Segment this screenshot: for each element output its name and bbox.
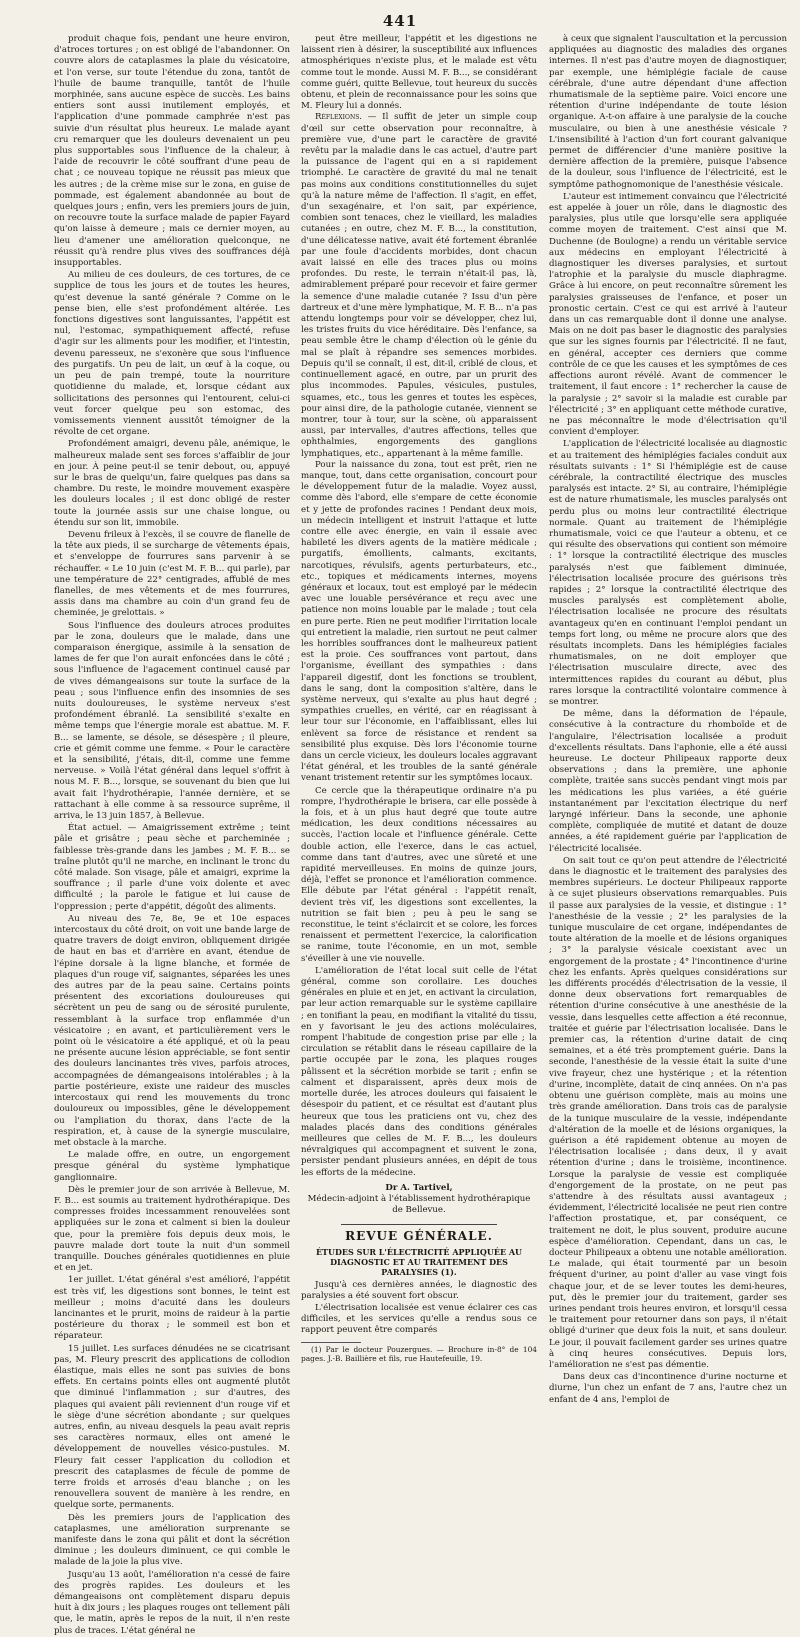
paragraph: État actuel. — Amaigrissement extrême ; teint pâle et grisâtre ; peau sèche et parcheminée ; faiblesse très-grande dans les jambes ; M. F. B... se traîne plutôt qu'il ne marche, en inclinant le tronc du côté malade. Son visage, pâle et amaigri, exprime la souffrance ; il parle d'une voix dolente et avec difficulté ; la parole le fatigue et lui cause de l'oppression ; perte d'appétit, dégoût des aliments.: [54, 823, 290, 912]
paragraph: Devenu frileux à l'excès, il se couvre de flanelle de la tête aux pieds, il se surcharge de vêtements épais, et s'enveloppe de fourrures sans parvenir à se réchauffer. « Le 10 juin (c'est M. F. B... qui parle), par une température de 22° centigrades, affublé de mes flanelles, de mes vêtements et de mes fourrures, assis dans ma chambre au coin d'un grand feu de cheminée, je grelottais. »: [54, 529, 290, 619]
paragraph: produit chaque fois, pendant une heure environ, d'atroces tortures ; on est obligé de l'abandonner. On couvre alors de cataplasmes la plaie du vésicatoire, et l'on verse, sur toute l'étendue du zona, tantôt de l'huile de baume tranquille, tantôt de l'huile morphinée, sans aucune espèce de succès. Les bains entiers sont aussi inutilement employés, et l'application d'une pommade camphrée n'est pas suivie d'un résultat plus heureux. Le malade ayant cru remarquer que les douleurs devenaient un peu plus supportables sous l'influence de la chaleur, à l'aide de recouvrir le côté souffrant d'une peau de chat ; ce nouveau topique ne réussit pas mieux que les autres ; de la crème mise sur le zona, en guise de pommade, est également abandonnée au bout de quelques jours ; enfin, vers les premiers jours de juin, on recouvre toute la surface malade de papier Fayard qu'on laisse à demeure ; mais ce dernier moyen, au lieu d'amener une amélioration quelconque, ne réussit qu'à rendre plus vives des souffrances déjà insupportables.: [54, 34, 290, 269]
reflexions-continuation: [301, 460, 537, 1179]
paragraph: On sait tout ce qu'on peut attendre de l'électricité dans le diagnostic et le traitement des paralysies des membres supérieurs. Le docteur Philipeaux rapporte à ce sujet plusieurs observations remarquables. Puis il passe aux paralysies de la vessie, et distingue : 1° l'anesthésie de la vessie ; 2° les paralysies de la tunique musculaire de cet organe, indépendantes de toute altération de la moelle et de lésions organiques ; 3° la paralysie vésicale coexistant avec un engorgement de la prostate ; 4° l'incontinence d'urine chez les enfants. Après quelques considérations sur les différents procédés d'électrisation de la vessie, il donne deux observations fort remarquables de rétention d'urine consécutive à une anesthésie de la vessie, dans lesquelles cette affection a été reconnue, traitée et guérie par l'électrisation localisée. Dans le premier cas, la rétention d'urine datait de cinq semaines, et a été très promptement guérie. Dans la seconde, l'anesthésie de la vessie était la suite d'une vive frayeur, chez une hystérique ; et la rétention d'urine, incomplète, datait de cinq années. On n'a pas obtenu une guérison complète, mais au moins une très grande amélioration. Dans trois cas de paralysie de la tunique musculaire de la vessie, indépendante d'altération de la moelle et de lésions organiques, la guérison a été rapidement obtenue au moyen de l'électrisation localisée ; dans deux, il y avait rétention d'urine ; dans le troisième, incontinence. Lorsque la paralysie de vessie est compliquée d'engorgement de la prostate, on ne peut pas s'attendre à des résultats aussi avantageux ; évidemment, l'électricité localisée ne peut rien contre l'affection prostatique, et, par conséquent, ce traitement ne doit, le plus souvent, produire aucune espèce d'amélioration. Cependant, dans un cas, le docteur Philipeaux a obtenu une notable amélioration. Le malade, qui était tourmenté par un besoin fréquent d'uriner, au point d'aller au vase vingt fois chaque jour, et de se lever toutes les demi-heures, put, dès le premier jour du traitement, garder ses urines pendant trois heures environ, et lorsqu'il cessa le traitement pour retourner dans son pays, il n'était obligé d'uriner que deux fois la nuit, et sans douleur. Le jour, il pouvait facilement garder ses urines quatre à cinq heures consécutives. Depuis lors, l'amélioration ne s'est pas démentie.: [549, 855, 787, 1370]
paragraph: peut être meilleur, l'appétit et les digestions ne laissent rien à désirer, la susceptibilité aux influences atmosphériques n'existe plus, et le malade est vêtu comme tout le monde. Aussi M. F. B..., se considérant comme guéri, quitte Bellevue, tout heureux du succès obtenu, et plein de reconnaissance pour les soins que M. Fleury lui a donnés.: [301, 34, 537, 112]
paragraph: Le malade offre, en outre, un engorgement presque général du système lymphatique ganglionnaire.: [54, 1150, 290, 1183]
reflexions-label: Réflexions.: [315, 112, 363, 123]
observation-conclusion: [301, 34, 537, 112]
paragraph: L'application de l'électricité localisée au diagnostic et au traitement des hémiplégies faciales conduit aux résultats suivants : 1° Si l'hémiplégie est de cause cérébrale, la contractilité électrique des muscles paralysés est intacte. 2° Si, au contraire, l'hémiplégie est de nature rhumatismale, les muscles paralysés ont perdu plus ou moins leur contractilité électrique normale. Quant au traitement de l'hémiplégie rhumatismale, voici ce que l'auteur a obtenu, et ce qui résulte des observations qui contient son mémoire : 1° lorsque la contractilité électrique des muscles paralysés n'est que faiblement diminuée, l'électrisation localisée procure des guérisons très rapides ; 2° lorsque la contractilité électrique des muscles paralysés est complètement abolie, l'électrisation localisée ne procure des résultats avantageux qu'en en continuant l'emploi pendant un temps fort long, ou même ne procure alors que des résultats incomplets. Dans les hémiplégies faciales rhumatismales, on ne doit employer que l'électrisation musculaire directe, avec des intermittences rapides du courant au début, plus rares lorsque la contractilité volontaire commence à se montrer.: [549, 439, 787, 707]
paragraph: Sous l'influence des douleurs atroces produites par le zona, douleurs que le malade, dans une comparaison énergique, assimile à la sensation de lames de fer que l'on aurait enfoncées dans le côté ; sous l'influence de l'agacement continuel causé par de vives démangeaisons sur toute la surface de la peau ; sous l'influence enfin des insomnies de ses nuits douloureuses, le système nerveux s'est profondément ébranlé. La sensibilité s'exalte en même temps que l'énergie morale est abattue. M. F. B... se lamente, se désole, se désespère ; il pleure, crie et gémit comme une femme. « Pour le caractère et la sensibilité, j'étais, dit-il, comme une femme nerveuse. » Voilà l'état général dans lequel s'offrit à nous M. F. B..., lorsque, se souvenant du bien que lui avait fait l'hydrothérapie, l'année dernière, et se rattachant à elle comme à sa ressource suprême, il arriva, le 13 juin 1857, à Bellevue.: [54, 620, 290, 822]
reflexions-paragraph: [301, 112, 537, 459]
author-signature: [301, 1183, 537, 1217]
paragraph: L'auteur est intimement convaincu que l'électricité est appelée à jouer un rôle, dans le diagnostic des paralysies, plus utile que lorsqu'elle sera appliquée comme moyen de traitement. C'est ainsi que M. Duchenne (de Boulogne) a rendu un véritable service aux médecins en employant l'électricité à diagnostiquer les diverses paralysies, et surtout l'atrophie et la paralysie du muscle diaphragme. Grâce à lui encore, on peut reconnaître sûrement les paralysies graisseuses de l'enfance, et poser un pronostic certain. C'est ce qui est arrivé à l'auteur dans un cas remarquable dont il donne une analyse. Mais on ne doit pas baser le diagnostic des paralysies que sur les signes fournis par l'électricité. Il ne faut, en général, accepter ces derniers que comme contrôle de ce que les causes et les symptômes de ces affections auront révélé. Avant de commencer le traitement, il faut encore : 1° rechercher la cause de la paralysie ; 2° savoir si la maladie est curable par l'électricité ; 3° en appliquant cette méthode curative, ne pas méconnaître le mode d'électrisation qu'il convient d'employer.: [549, 191, 787, 438]
paragraph: à ceux que signalent l'auscultation et la percussion appliquées au diagnostic des maladies des organes internes. Il n'est pas d'autre moyen de diagnostiquer, par exemple, une hémiplégie faciale de cause cérébrale, d'une autre dépendant d'une affection rhumatismale de la septième paire. Voici encore une rétention d'urine indépendante de toute lésion organique. A-t-on affaire à une paralysie de la couche musculaire, ou bien à une anesthésie vésicale ? L'insensibilité à l'action d'un fort courant galvanique permet de différencier d'une manière positive la dernière affection de la première, puisque l'absence de la douleur, sous l'influence de l'électricité, est le symptôme pathognomonique de l'anesthésie vésicale.: [549, 34, 787, 190]
page-number: 441: [382, 12, 418, 30]
left-column: [54, 34, 290, 1636]
footnote-divider: [301, 1342, 361, 1343]
paragraph: Jusqu'à ces dernières années, le diagnostic des paralysies a été souvent fort obscur.: [301, 1279, 537, 1301]
paragraph: De même, dans la déformation de l'épaule, consécutive à la contracture du rhomboïde et de l'angulaire, l'électrisation localisée a produit d'excellents résultats. Dans l'aphonie, elle a été aussi heureuse. Le docteur Philipeaux rapporte deux observations ; dans la première, une aphonie complète, traitée sans succès pendant vingt mois par les médications les plus variées, a été guérie instantanément par l'excitation électrique du nerf laryngé inférieur. Dans la seconde, une aphonie complète, compliquée de mutité et datant de douze années, a été rapidement guérie par l'application de l'électricité localisée.: [549, 709, 787, 854]
reflexions-text: — Il suffit de jeter un simple coup d'œil sur cette observation pour reconnaître, à première vue, d'une part le caractère de gravité revêtu par la maladie dans le cas actuel, d'autre part la puissance de l'agent qui en a si rapidement triomphé. Le caractère de gravité du mal ne tenait pas moins aux conditions constitutionnelles du sujet qu'à la nature même de l'affection. Il s'agit, en effet, d'un sexagénaire, et l'on sait, par expérience, combien sont tenaces, chez le vieillard, les maladies cutanées ; en outre, chez M. F. B..., la constitution, d'une délicatesse native, avait été fortement ébranlée par une foule d'accidents morbides, dont chacun avait laissé en elle des traces plus ou moins profondes. Du reste, le terrain n'était-il pas, là, admirablement préparé pour recevoir et faire germer la semence d'une maladie cutanée ? Issu d'un père dartreux et d'une mère lymphatique, M. F. B... n'a pas attendu longtemps pour voir se développer, chez lui, les tristes fruits du vice héréditaire. Dès l'enfance, sa peau semble être le champ d'élection où le génie du mal se plaît à répandre ses semences morbides. Depuis qu'il se connaît, il est, dit-il, criblé de clous, et continuellement agacé, en outre, par un prurit des plus incommodes. Papules, vésicules, pustules, squames, etc., tous les genres et toutes les espèces, pour ainsi dire, de la pathologie cutanée, viennent se montrer, tour à tour, sur la scène, où apparaissent aussi, par intervalles, d'autres affections, telles que ophthalmies, engorgements des ganglions lymphatiques, etc., appartenant à la même famille.: [301, 112, 537, 459]
article-title: ÉTUDES SUR L'ÉLECTRICITÉ APPLIQUÉE AU DIAGNOSTIC ET AU TRAITEMENT DES PARALYSIES (1).: [315, 1246, 523, 1277]
paragraph: Jusqu'au 13 août, l'amélioration n'a cessé de faire des progrès rapides. Les douleurs et les démangeaisons ont complètement disparu depuis huit à dix jours ; les plaques rouges ont tellement pâli que, le matin, après le repos de la nuit, il n'en reste plus de traces. L'état général ne: [54, 1569, 290, 1636]
middle-column: [301, 34, 537, 1363]
section-divider: [341, 1224, 497, 1225]
paragraph: Au niveau des 7e, 8e, 9e et 10e espaces intercostaux du côté droit, on voit une bande large de quatre travers de doigt environ, obliquement dirigée de haut en bas et d'arrière en avant, étendue de l'épine dorsale à la ligne blanche, et formée de plaques d'un rouge vif, saignantes, séparées les unes des autres par de la peau saine. Certains points présentent des excoriations douloureuses qui sécrètent un peu de sang ou de sérosité purulente, ressemblant à la surface trop enflammée d'un vésicatoire ; en avant, et particulièrement vers le point où le vésicatoire a été appliqué, et où la peau ne présente aucune lésion appréciable, se font sentir des douleurs lancinantes très vives, parfois atroces, accompagnées de démangeaisons intolérables ; à la partie postérieure, existe une raideur des muscles intercostaux qui rend les mouvements du tronc douloureux ou impossibles, gêne le développement ou l'ampliation du thorax, dans l'acte de la respiration, et, à cause de la synergie musculaire, met obstacle à la marche.: [54, 913, 290, 1148]
article-opening: [301, 1280, 537, 1337]
paragraph: L'électrisation localisée est venue éclairer ces cas difficiles, et les services qu'elle a rendus sous ce rapport peuvent être comparés: [301, 1302, 537, 1336]
paragraph: Dans deux cas d'incontinence d'urine nocturne et diurne, l'un chez un enfant de 7 ans, l'autre chez un enfant de 4 ans, l'emploi de: [549, 1372, 787, 1405]
paragraph: Dès le premier jour de son arrivée à Bellevue, M. F. B... est soumis au traitement hydrothérapique. Des compresses froides incessamment renouvelées sont appliquées sur le zona et calment si bien la douleur que, pour la première fois depuis deux mois, le pauvre malade dort toute la nuit d'un sommeil tranquille. Douches générales quotidiennes en pluie et en jet.: [54, 1184, 290, 1274]
section-title: REVUE GÉNÉRALE.: [345, 1229, 493, 1244]
footnote: (1) Par le docteur Pouzergues. — Brochure in-8° de 104 pages. J.-B. Baillière et fils, rue Hautefeuille, 19.: [301, 1344, 537, 1363]
paragraph: Pour la naissance du zona, tout est prêt, rien ne manque, tout, dans cette organisation, concourt pour le développement futur de la maladie. Voyez aussi, comme dès l'abord, elle s'empare de cette économie et y jette de profondes racines ! Pendant deux mois, un médecin intelligent et instruit l'attaque et lutte contre elle avec énergie, en vain il essaie avec habileté les divers agents de la matière médicale ; purgatifs, émollients, calmants, excitants, narcotiques, révulsifs, agents perturbateurs, etc., etc., topiques et médicaments internes, moyens généraux et locaux, tout est employé par le médecin avec une louable persévérance et reçu avec une patience non moins louable par le malade ; tout cela en pure perte. Rien ne peut modifier l'irritation locale qui entretient la maladie, rien surtout ne peut calmer les horribles souffrances dont le malheureux patient est la proie. Ces souffrances vont partout, dans l'organisme, éveillant des sympathies : dans l'appareil digestif, dont les fonctions se troublent, dans le sang, dont la composition s'altère, dans le système nerveux, qui s'exalte au plus haut degré ; sympathies cruelles, en vérité, car en réagissant à leur tour sur l'économie, en l'affaiblissant, elles lui enlèvent sa force de résistance et rendent sa sensibilité plus exquise. Dès lors l'économie tourne dans un cercle vicieux, les douleurs locales aggravant l'état général, et les troubles de la santé générale venant tristement retentir sur les symptômes locaux.: [301, 459, 537, 784]
paragraph: Au milieu de ces douleurs, de ces tortures, de ce supplice de tous les jours et de toutes les heures, qu'est devenue la santé générale ? Comme on le pense bien, elle s'est profondément altérée. Les fonctions digestives sont languissantes, l'appétit est nul, l'estomac, sympathiquement affecté, refuse d'agir sur les aliments pour les modifier, et l'intestin, devenu paresseux, ne s'exonère que sous l'influence des purgatifs. Un peu de lait, un œuf à la coque, ou un peu de pain trempé, toute la nourriture quotidienne du malade, et, lorsque cédant aux sollicitations des personnes qui l'entourent, celui-ci veut forcer quelque peu son estomac, des vomissements viennent aussitôt témoigner de la révolte de cet organe.: [54, 270, 290, 438]
signature-name: Dr A. Tartivel,: [385, 1182, 453, 1193]
paragraph: Dès les premiers jours de l'application des cataplasmes, une amélioration surprenante se manifeste dans le zona qui pâlit et dont la sécrétion diminue ; les douleurs diminuent, ce qui comble le malade de la joie la plus vive.: [54, 1512, 290, 1568]
paragraph: 15 juillet. Les surfaces dénudées ne se cicatrisant pas, M. Fleury prescrit des applications de collodion élastique, mais elles ne sont pas suivies de bons effets. En certains points elles ont augmenté plutôt que diminué l'inflammation ; sur d'autres, des plaques qui avaient pâli reviennent d'un rouge vif et le siège d'une sécrétion abondante ; sur quelques autres, enfin, au niveau desquels la peau avait repris ses caractères normaux, elles ont amené le développement de nouvelles vésico-pustules. M. Fleury fait cesser l'application du collodion et prescrit des cataplasmes de fécule de pomme de terre froids et arrosés d'eau blanche ; on les renouvellera souvent de manière à les rendre, en quelque sorte, permanents.: [54, 1343, 290, 1511]
right-column: [549, 34, 787, 1405]
paragraph: Profondément amaigri, devenu pâle, anémique, le malheureux malade sent ses forces s'affaiblir de jour en jour. À peine peut-il se tenir debout, ou, appuyé sur le bras de quelqu'un, faire quelques pas dans sa chambre. Du reste, le moindre mouvement exaspère les douleurs locales ; il est donc obligé de rester toute la journée assis sur une chaise longue, ou étendu sur son lit, immobile.: [54, 439, 290, 528]
paragraph: Ce cercle que la thérapeutique ordinaire n'a pu rompre, l'hydrothérapie le brisera, car elle possède à la fois, et à un plus haut degré que toute autre médication, les deux conditions nécessaires au succès, l'action locale et l'influence générale. Cette double action, elle l'exerce, dans le cas actuel, comme dans tant d'autres, avec une sûreté et une rapidité merveilleuses. En moins de quinze jours, déjà, l'effet se prononce et l'amélioration commence. Elle débute par l'état général : l'appétit renaît, devient très vif, les digestions sont excellentes, la nutrition se fait bien ; peu à peu le sang se reconstitue, le teint s'éclaircit et se colore, les forces renaissent et permettent l'exercice, la calorification se ranime, toute l'économie, en un mot, semble s'éveiller à une vie nouvelle.: [301, 785, 537, 964]
paragraph: 1er juillet. L'état général s'est amélioré, l'appétit est très vif, les digestions sont bonnes, le teint est meilleur ; moins d'acuité dans les douleurs lancinantes et le prurit, moins de raideur à la partie postérieure du thorax ; le sommeil est bon et réparateur.: [54, 1275, 290, 1342]
signature-line: Médecin-adjoint à l'établissement hydrothérapique de Bellevue.: [307, 1193, 531, 1216]
paragraph: L'amélioration de l'état local suit celle de l'état général, comme son corollaire. Les douches générales en pluie et en jet, en activant la circulation, par leur action remarquable sur le système capillaire ; en tonifiant la peau, en modifiant la vitalité du tissu, en y favorisant le jeu des actions moléculaires, rompent l'habitude de congestion prise par elle ; la circulation se rétablit dans le réseau capillaire de la partie occupée par le zona, les plaques rouges pâlissent et la sécrétion morbide se tarit ; enfin se calment et disparaissent, après deux mois de mortelle durée, les atroces douleurs qui faisaient le désespoir du patient, et ce résultat est d'autant plus heureux que tous les praticiens ont vu, chez des malades placés dans des conditions générales meilleures que celles de M. F. B..., les douleurs névralgiques qui accompagnent et suivent le zona, persister pendant plusieurs années, en dépit de tous les efforts de la médecine.: [301, 965, 537, 1178]
